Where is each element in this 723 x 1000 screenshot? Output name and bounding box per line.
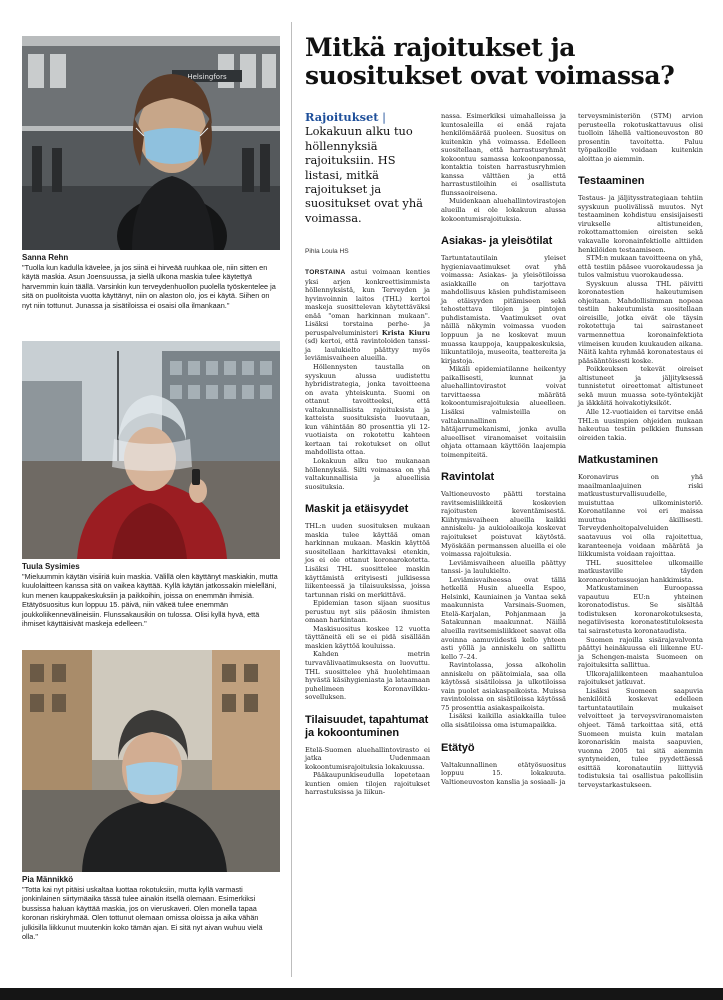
person-name: Tuula Sysimies [22,562,80,571]
paragraph: Kahden metrin turvavälivaatimuksesta on luovuttu. THL suosittelee yhä huolehtimaan hyvästä käsihygieniasta ja lataamaan puhelimeen Koronavilkku-sovelluksen. [305,650,430,702]
paragraph: THL suosittelee ulkomaille matkustaville täyden koronarokotussuojan hankkimista. [578,558,703,584]
photo-pia-mannikko-image [22,650,280,872]
paragraph: Lisäksi kaikilla asiakkailla tulee olla sisätiloissa oma istumapaikka. [441,712,566,729]
paragraph: Syyskuun alussa THL päivitti koronatestien hakeutumisen ohjeitaan. Mahdollisimman nopeaa testiin hakeutumista suositellaan oireisille, jotka eivät ole täysin rokotettuja tai sairastaneet varmennettua koronainfektiota viimeisen kuuden kuukauden aikana. Näitä kahta ryhmää koronatestaus ei pääsääntöisesti koske. [578,279,703,365]
paragraph: Leviämisvaiheessa ovat tällä hetkellä Husin alueella Espoo, Helsinki, Kauniainen ja Vantaa sekä maakunnista Varsinais-Suomen, Etelä-Karjalan, Pohjanmaan ja Satakunnan maakunnat. Näillä alueilla ravitsemisliikkeet saavat olla avoinna aamuviidestä kello yhteen asti yöllä ja anniskelu on sallittu kello 7–24. [441,575,566,661]
article-headline: Mitkä rajoitukset ja suositukset ovat voimassa? [305,33,675,90]
paragraph: Lisäksi Suomeen saapuvia henkilöitä koskevat edelleen tartuntatautilain mukaiset velvoitteet ja terveysviranomaisten ohjeet. Tämä tarkoittaa sitä, että Suomeen muista kuin matalan koronariskin maista saapuvien, vuonna 2005 tai sitä aiemmin syntyneiden, tulee pyydettäessä esittää koronatautiin liittyviä todistuksia tai osallistua pakollisiin terveystarkastukseen. [578,686,703,789]
section-heading: Matkustaminen [578,454,659,467]
lead-kicker: Rajoitukset [305,110,379,124]
paragraph: Matkustaminen Euroopassa vapautuu EU:n yhteinen koronatodistus. Se sisältää todistuksen koronarokotuksesta, negatiivisesta koronatestituloksesta tai sairastetusta koronataudista. [578,584,703,635]
paragraph: nassa. Esimerkiksi uimahalleissa ja kuntosaleilla ei enää rajata henkilömäärää puoleen. Suositus on kuitenkin yhä voimassa. Edelleen suositellaan, että harrastusryhmät kokoontuu samassa kokoonpanossa, kontaktia toisten harrastusryhmien kanssa välttäen ja että harrastustiloihin ei osallistuta flunssaoireisena. [441,112,566,197]
paragraph: Höllennysten taustalla on syyskuun alussa uudistettu hybridistrategia, jonka tavoitteena on avata yhteiskunta. Suomi on ottanut tavoitteeksi, että valtakunnallisista rajoituksista ja katteista suosituksista luovutaan, kun vähintään 80 prosenttia yli 12-vuotiaista on rokotettu kahteen kertaan tai rokotukset on ollut mahdollista ottaa. [305,363,430,457]
station-sign-text: Helsingfors [187,73,227,81]
lead-separator: | [378,110,386,124]
section-heading: Testaaminen [578,175,645,188]
article-lead [305,110,430,225]
paragraph: Tartuntatautilain yleiset hygieniavaatimukset ovat yhä voimassa: Asiakas- ja yleisötiloissa asiakkaille on tarjottava mahdollisuus käsien puhdistamiseen ja etäisyyden pitämiseen sekä tehostettava tilojen ja pintojen puhdistamista. Vaatimukset ovat näillä näkymin voimassa vuoden loppuun ja ne koskevat muun muassa kauppoja, kauppakeskuksia, liikuntatiloja, museoita, teattereita ja kirjastoja. [441,254,566,365]
paragraph: TORSTAINA astui voimaan kenties yksi arjen konkreettisimmista höllennyksistä, kun Terveyden ja hyvinvoinnin laitos (THL) kertoi maskeja suosittelevan käytettäväksi enää "oman harkinnan mukaan". Lisäksi torstaina perhe- ja peruspalveluministeri Krista Kiuru (sd) kertoi, että ravintoloiden tanssi- ja laulukielto päättyy myös leviämisvaiheen alueilla. [305,268,430,363]
person-quote: "Mieluummin käytän visiiriä kuin maskia. Välillä olen käyttänyt maskiakin, mutta kuulolaitteen kanssa sitä on vaikea käyttää. Kyllä käytän jatkossakin mielelläni, kun menen kauppakeskuksiin ja paikkoihin, joissa on enemmän ihmisiä. Etätyösuositus kun loppuu 15. päivä, niin väkeä tulee enemmän joukkoliikennevälineisiin. Flunssakausikin on tulossa. Olisi kyllä hyvä, että ihmiset käyttäisivät maskeja edelleen." [22,572,278,629]
paragraph: Mikäli epidemiatilanne heikentyy paikallisesti, kunnat ja aluehallintovirastot voivat tarvittaessa määrätä kokoontumisrajoituksia alueelleen. Lisäksi valmisteilla on valtakunnallinen hätäjarrumekanismi, jonka avulla alueelliset viranomaiset voitaisiin ohjata ottamaan käyttöön laajempia toimenpiteitä. [441,365,566,459]
paragraph: Maskisuositus koskee 12 vuotta täyttäneitä eli se ei pidä sisällään maskien käyttöä kouluissa. [305,624,430,650]
paragraph: THL:n uuden suosituksen mukaan maskia tulee käyttää oman harkinnan mukaan. Maskin käyttöä suositellaan harkittavaksi etenkin, jos ei ole ottanut koronarokotetta. Lisäksi THL suosittelee maskin käyttämistä erityisesti julkisessa liikenteessä ja tilaisuuksissa, joissa tartunnan riski on merkittävä. [305,522,430,599]
photo-tuula-sysimies [22,341,280,559]
photo-pia-mannikko [22,650,280,872]
section-heading: Tilaisuudet, tapahtumat ja kokoontuminen [305,713,429,739]
section-heading: Asiakas- ja yleisötilat [441,235,553,248]
photo-column [22,36,280,941]
text-column-2 [441,112,566,786]
photo-tuula-sysimies-image [22,341,280,559]
person-name: Sanna Rehn [22,253,69,262]
paragraph: Testaus- ja jäljitysstrategiaan tehtiin syyskuun puolivälissä muutos. Nyt testaaminen kohdistuu ensisijaisesti virukselle altistuneiden, rokottamattomien oireisten sekä vakavalle koronainfektiolle alttiiden henkilöiden testaamiseen. [578,194,703,254]
paragraph: Poikkeuksen tekevät oireiset altistuneet ja jäljityksessä tunnistetut oireettomat altistuneet sekä muun muassa sote-työntekijät ja iäkkäitä hoivakotiyksiköt. [578,365,703,408]
paragraph: Leviämisvaiheen alueilla päättyy tanssi- ja laulukielto. [441,558,566,576]
section-heading: Maskit ja etäisyydet [305,503,409,516]
paragraph: Valtioneuvosto päätti torstaina ravitsemisliikkeitä koskevien rajoitusten keventämisestä. Kiihtymisvaiheen alueilla kaikki anniskelu- ja aukioloaikoja koskevat rajoitukset poistuvat käytöstä. Myöskään permanssen alueilla ei ole voimassa rajoituksia. [441,490,566,559]
paragraph: Lokakuun alku tuo mukanaan höllennyksiä. Silti voimassa on yhä valtakunnallisia ja alueellisia suosituksia. [305,457,430,491]
paragraph: Epidemian tason sijaan suositus perustuu nyt siis pääosin ihmisten omaan harkintaan. [305,599,430,625]
paragraph: Muidenkaan aluehallintovirastojen alueilla ei ole lokakuun alussa kokoontumisrajoituksia. [441,197,566,223]
lead-text: Lokakuun alku tuo höllennyksiä rajoituksiin. HS listasi, mitkä rajoitukset ja suositukset ovat yhä voimassa. [305,124,423,225]
paragraph: Etelä-Suomen aluehallintovirasto ei jatka Uudenmaan kokoontumisrajoituksia lokakuussa. [305,745,430,771]
paragraph: STM:n mukaan tavoitteena on yhä, että testiin pääsee vuorokaudessa ja tulos valmistuu vuorokaudessa. [578,254,704,280]
paragraph: Ulkorajaliikenteen maahantuloa rajoitukset jatkuvat. [578,669,703,687]
paragraph: Alle 12-vuotiaiden ei tarvitse enää THL:n uusimpien ohjeiden mukaan hakeutua testiin pelkkien flunssan oireiden takia. [578,407,703,442]
paragraph: Valtakunnallinen etätyösuositus loppuu 15. lokakuuta. Valtioneuvoston kanslia ja sosiaali- ja [441,760,566,786]
section-heading: Ravintolat [441,471,495,484]
section-heading: Etätyö [441,741,475,754]
bottom-bar [0,988,723,1000]
paragraph: Koronavirus on yhä maailmanlaajuinen riski matkustusturvallisuudelle, muistuttaa ulkoministeriö. Koronatilanne voi eri maissa muuttua äkillisesti. Terveydenhoitopalveluiden saatavuus voi olla rajoitettua, karanteeneja voidaan määrätä ja liikkumista voidaan rajoittaa. [578,473,703,559]
paragraph: Pääkaupunkiseudulla lopetetaan kuntien omien tilojen rajoitukset harrastuksissa ja liikun- [305,771,430,797]
paragraph: Ravintolassa, jossa alkoholin anniskelu on päätoimiala, saa olla käytössä sisätiloissa ja ulkotiloissa vain puolet asiakaspaikoista. Muissa ravintoloissa on sisätiloissa käytössä 75 prosenttia asiakaspaikoista. [441,661,566,712]
photo-sanna-rehn-image [22,36,280,250]
column-divider [291,22,292,977]
photo-sanna-rehn [22,36,280,250]
person-quote: "Tuolla kun kadulla kävelee, ja jos siinä ei hirveää ruuhkaa ole, niin sitten en käytä maskia. Asun Joensuussa, ja siellä ulkona maskia tulee käytettyä harvemmin kuin täällä. Varsinkin kun terveydenhuollon puolella työskentelee ja sitä on puolitoista vuotta käyttänyt, niin on alaston olo, jos ei käytä. Siihen on nyt niin tottunut. Junassa ja sisätiloissa ei osaisi olla ilmankaan." [22,263,276,310]
paragraph: terveysministeriön (STM) arvion perusteella rokotuskattavuus olisi tuolloin lähellä valtioneuvoston 80 prosentin tavoitetta. Paluu työpaikoille voidaan kuitenkin aloittaa jo aiemmin. [578,112,703,163]
person-name: Pia Männikkö [22,875,74,884]
text-column-3 [578,112,703,789]
text-column-1 [305,268,430,797]
person-quote: "Totta kai nyt pitäisi uskaltaa luottaa rokotuksiin, mutta kyllä varmasti jonkinlainen siirtymäaika tässä tulee ainakin itsellä olemaan. Esimerkiksi bussissa haluan käyttää maskia, jos on vieruskaveri. Olen monella tapaa koronan riskiryhmää. Olen tottunut olemaan omissa oloissa ja aika vähän julkisilla liikkunut muutenkin koko tämän ajan. Ei sitä nyt aivan wuhuu vielä olla." [22,885,263,942]
paragraph: Suomen rajoilla sisärajavalvonta päättyi heinäkuussa eli liikenne EU- ja Schengen-maista Suomeen on rajoituksitta sallittua. [578,635,703,670]
byline: Pihla Loula HS [305,248,349,255]
